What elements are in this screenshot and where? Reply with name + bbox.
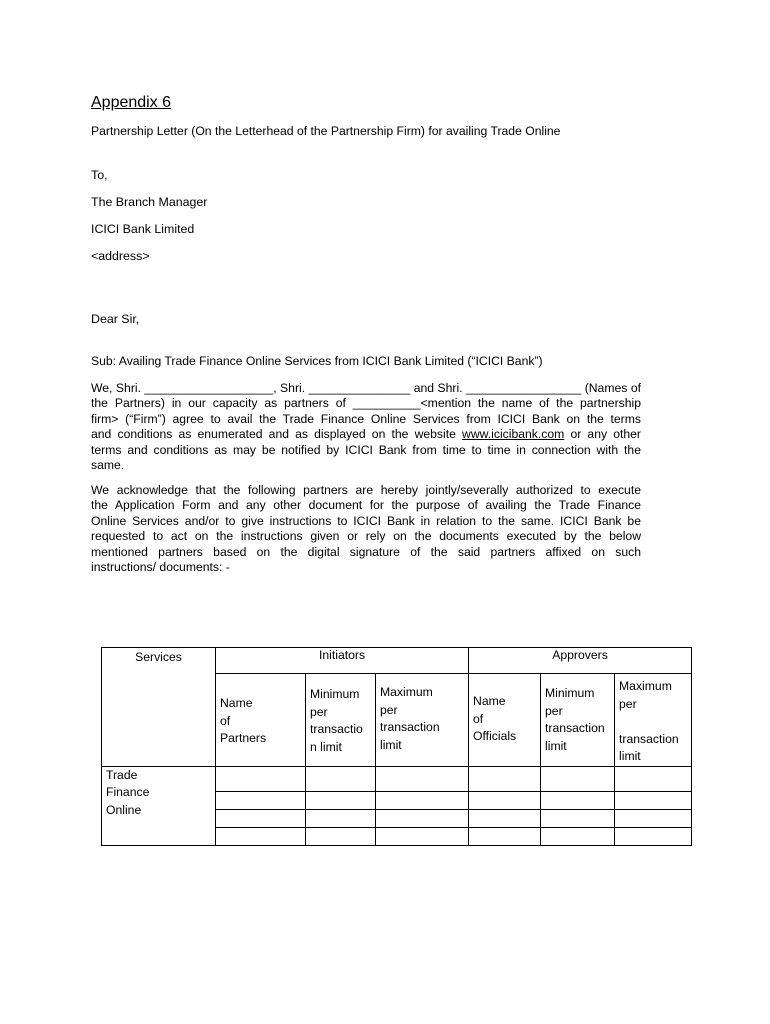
table-cell[interactable] [216,827,306,845]
header-text: of [220,713,231,728]
para2-line: the Application Form and any other document for the purpose of availing the Trade Finance [91,498,641,513]
table-cell[interactable] [469,766,541,791]
approver-min-header [541,674,615,767]
para1-line: firm> (“Firm”) agree to avail the Trade Finance Online Services from ICICI Bank on the terms [91,411,641,426]
table-cell[interactable] [306,766,376,791]
paragraph-acknowledgement [91,483,641,575]
header-text: limit [619,749,641,763]
header-text: n limit [310,739,342,754]
service-name-cell [102,766,216,845]
table-cell[interactable] [615,791,692,809]
table-cell[interactable] [541,766,615,791]
table-cell[interactable] [469,791,541,809]
header-text: Minimum [310,687,360,701]
para2-line: instructions/ documents: - [91,560,230,575]
service-text: Online [106,802,142,817]
table-cell[interactable] [216,791,306,809]
table-cell[interactable] [541,827,615,845]
para2-line: requested to act on the instructions given or rely on the documents executed by the below [91,529,641,544]
header-text: transaction [545,721,605,735]
table-cell[interactable] [541,791,615,809]
services-header: Services [102,648,216,767]
table-cell[interactable] [306,827,376,845]
recipient-line: The Branch Manager [91,195,208,209]
table-cell[interactable] [541,809,615,827]
table-cell[interactable] [615,766,692,791]
header-text: transactio [310,722,363,736]
salutation: Dear Sir, [91,312,140,326]
table-cell[interactable] [469,809,541,827]
website-link[interactable]: www.icicibank.com [462,427,565,442]
header-text: per [619,696,637,711]
table-cell[interactable] [376,809,469,827]
initiator-max-header [376,674,469,767]
initiator-min-header [306,674,376,767]
header-text: Officials [473,729,517,743]
approvers-header: Approvers [469,648,692,674]
header-text: per [545,703,563,718]
bank-line: ICICI Bank Limited [91,222,195,236]
header-text: limit [380,737,402,752]
authorization-table [101,647,692,846]
table-cell[interactable] [376,766,469,791]
header-text: Minimum [545,686,595,700]
service-text: Finance [106,785,150,799]
header-text: of [473,711,484,726]
approver-name-header [469,674,541,767]
subject-line: Sub: Availing Trade Finance Online Services from ICICI Bank Limited (“ICICI Bank”) [91,354,543,368]
service-text: Trade [106,767,138,782]
initiators-header: Initiators [216,648,469,674]
header-text: per [310,704,328,719]
address-line: <address> [91,249,150,263]
para1-text: or any other [564,427,641,442]
para1-line: We, Shri. ___________________, Shri. _______________ and Shri. _________________ (Names of [91,381,641,395]
para1-line-with-link [91,427,641,442]
approver-max-header [615,674,692,767]
para1-line: the Partners) in our capacity as partners of __________<mention the name of the partnership [91,396,641,411]
table-cell[interactable] [306,791,376,809]
table-header-row [102,648,692,674]
table-cell[interactable] [216,766,306,791]
table-cell[interactable] [306,809,376,827]
header-text: transaction [619,731,679,746]
table-cell[interactable] [615,827,692,845]
header-text: Name [220,696,253,710]
to-line: To, [91,168,108,182]
header-text: Partners [220,731,267,745]
table-cell[interactable] [469,827,541,845]
header-spacer [619,713,687,731]
para1-text: and conditions as enumerated and as displayed on the website [91,427,463,442]
initiator-name-header [216,674,306,767]
header-text: Maximum [380,685,433,699]
para2-line: We acknowledge that the following partners are hereby jointly/severally authorized to execute [91,483,641,497]
page-heading: Appendix 6 [91,94,172,111]
header-text: transaction [380,720,440,734]
table-cell[interactable] [376,827,469,845]
paragraph-agreement [91,381,641,473]
header-text: per [380,702,398,717]
para2-line: mentioned partners based on the digital signature of the said partners affixed on such [91,544,641,559]
header-text: limit [545,738,567,753]
header-text: Maximum [619,679,672,693]
table-cell[interactable] [615,809,692,827]
table-cell[interactable] [376,791,469,809]
header-text: Name [473,694,506,708]
table-cell[interactable] [216,809,306,827]
para1-line: same. [91,458,125,473]
para2-line: Online Services and/or to give instructions to ICICI Bank in relation to the same. ICICI Bank be [91,513,641,528]
para1-line: terms and conditions as may be notified by ICICI Bank from time to time in connection with the [91,442,641,457]
letter-subtitle: Partnership Letter (On the Letterhead of the Partnership Firm) for availing Trade Online [91,124,561,138]
table-row [102,766,692,791]
